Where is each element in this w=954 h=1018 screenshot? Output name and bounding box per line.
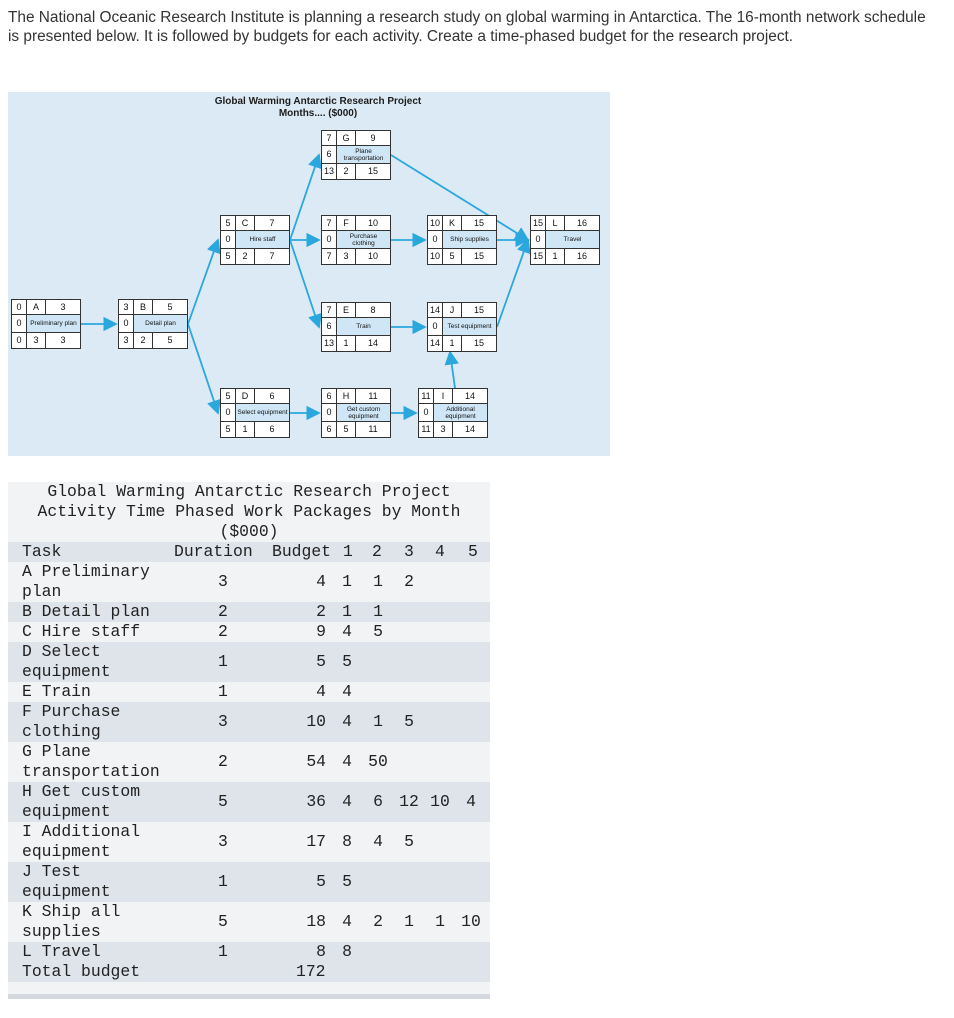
- node-d-ls: 5: [220, 421, 236, 438]
- node-l-ef: 16: [564, 215, 600, 231]
- node-d-ef: 6: [254, 388, 290, 404]
- task-name: A Preliminary: [22, 562, 150, 581]
- header-month-5: 5: [468, 542, 478, 561]
- network-edges: [8, 92, 610, 456]
- header-budget: Budget: [272, 542, 332, 561]
- table-row: [8, 622, 490, 642]
- month-1-value: 5: [342, 872, 352, 891]
- month-2-value: 5: [373, 622, 383, 641]
- node-g-lf: 15: [355, 163, 391, 180]
- node-b-ef: 5: [152, 299, 188, 315]
- node-a-es: 0: [11, 299, 27, 315]
- task-budget: 8: [316, 942, 326, 961]
- task-budget: 5: [316, 872, 326, 891]
- table-row: [8, 682, 490, 702]
- node-g-ef: 9: [355, 130, 391, 146]
- node-c: [220, 215, 290, 265]
- task-name: supplies: [22, 922, 101, 941]
- node-k-lf: 15: [461, 248, 497, 265]
- node-i-ef: 14: [452, 388, 488, 404]
- task-duration: 5: [218, 912, 228, 931]
- task-duration: 1: [218, 682, 228, 701]
- node-l-dur: 1: [545, 248, 565, 265]
- month-2-value: 1: [373, 572, 383, 591]
- task-name: transportation: [22, 762, 160, 781]
- task-name: plan: [22, 582, 62, 601]
- node-d-lf: 6: [254, 421, 290, 438]
- edge-c-e: [290, 240, 319, 327]
- month-1-value: 4: [342, 712, 352, 731]
- node-c-ls: 5: [220, 248, 236, 265]
- task-budget: 17: [306, 832, 326, 851]
- node-b-es: 3: [118, 299, 134, 315]
- node-h: [321, 388, 391, 438]
- node-f-es: 7: [321, 215, 337, 231]
- node-i-ls: 11: [418, 421, 434, 438]
- task-duration: 3: [218, 832, 228, 851]
- header-month-2: 2: [372, 542, 382, 561]
- node-b-slack: 0: [118, 314, 134, 333]
- node-e-dur: 1: [336, 335, 356, 352]
- node-f-id: F: [336, 215, 356, 231]
- month-2-value: 6: [373, 792, 383, 811]
- node-h-ls: 6: [321, 421, 337, 438]
- task-name: D Select: [22, 642, 101, 661]
- task-duration: 3: [218, 712, 228, 731]
- task-name: equipment: [22, 802, 111, 821]
- month-2-value: 4: [373, 832, 383, 851]
- node-d-slack: 0: [220, 403, 236, 422]
- node-l-lf: 16: [564, 248, 600, 265]
- edge-c-g: [290, 155, 319, 240]
- month-5-value: 4: [466, 792, 476, 811]
- task-name: equipment: [22, 842, 111, 861]
- table-row: [8, 702, 490, 742]
- node-h-id: H: [336, 388, 356, 404]
- node-e-name: Train: [336, 317, 391, 336]
- table-header: [8, 542, 490, 562]
- header-month-4: 4: [435, 542, 445, 561]
- node-k-dur: 5: [442, 248, 462, 265]
- task-name: K Ship all: [22, 902, 121, 921]
- table-unit: ($000): [219, 522, 279, 541]
- node-f-ef: 10: [355, 215, 391, 231]
- node-j-ef: 15: [461, 302, 497, 318]
- total-row: [8, 962, 490, 982]
- node-f-lf: 10: [355, 248, 391, 265]
- node-k-id: K: [442, 215, 462, 231]
- month-1-value: 8: [342, 832, 352, 851]
- node-i-lf: 14: [452, 421, 488, 438]
- node-j-name: Test equipment: [442, 317, 497, 336]
- month-2-value: 1: [373, 602, 383, 621]
- node-l: [530, 215, 600, 265]
- month-5-value: 10: [461, 912, 481, 931]
- table-row: [8, 642, 490, 682]
- node-c-slack: 0: [220, 230, 236, 249]
- month-4-value: 10: [430, 792, 450, 811]
- node-i-id: I: [433, 388, 453, 404]
- node-a: [11, 299, 81, 349]
- node-g-dur: 2: [336, 163, 356, 180]
- task-name: equipment: [22, 882, 111, 901]
- month-2-value: 50: [368, 752, 388, 771]
- task-name: clothing: [22, 722, 101, 741]
- node-g-name: Plane transportation: [336, 145, 391, 164]
- node-d-es: 5: [220, 388, 236, 404]
- month-3-value: 12: [399, 792, 419, 811]
- header-month-3: 3: [404, 542, 414, 561]
- month-1-value: 1: [342, 602, 352, 621]
- table-row: [8, 742, 490, 782]
- task-duration: 1: [218, 942, 228, 961]
- node-g: [321, 130, 391, 180]
- table-row: [8, 942, 490, 962]
- node-d-dur: 1: [235, 421, 255, 438]
- month-1-value: 4: [342, 682, 352, 701]
- node-l-id: L: [545, 215, 565, 231]
- node-g-id: G: [336, 130, 356, 146]
- node-k-name: Ship supplies: [442, 230, 497, 249]
- month-3-value: 5: [404, 712, 414, 731]
- node-e-lf: 14: [355, 335, 391, 352]
- task-duration: 3: [218, 572, 228, 591]
- node-a-id: A: [26, 299, 46, 315]
- node-k-ef: 15: [461, 215, 497, 231]
- edge-j-l: [497, 240, 528, 327]
- node-k-slack: 0: [427, 230, 443, 249]
- task-budget: 4: [316, 572, 326, 591]
- node-j-slack: 0: [427, 317, 443, 336]
- node-f-dur: 3: [336, 248, 356, 265]
- task-duration: 2: [218, 622, 228, 641]
- diagram-subtitle: Months.... ($000): [278, 108, 358, 119]
- task-name: C Hire staff: [22, 622, 141, 641]
- node-c-lf: 7: [254, 248, 290, 265]
- month-1-value: 1: [342, 572, 352, 591]
- month-1-value: 4: [342, 752, 352, 771]
- node-c-name: Hire staff: [235, 230, 290, 249]
- node-l-ls: 15: [530, 248, 546, 265]
- task-name: L Travel: [22, 942, 101, 961]
- month-4-value: 1: [435, 912, 445, 931]
- month-1-value: 4: [342, 792, 352, 811]
- network-diagram: [8, 92, 610, 456]
- table-row: [8, 782, 490, 822]
- node-j-es: 14: [427, 302, 443, 318]
- node-g-es: 7: [321, 130, 337, 146]
- total-label: Total budget: [22, 962, 141, 981]
- node-j-ls: 14: [427, 335, 443, 352]
- node-f-ls: 7: [321, 248, 337, 265]
- node-d-id: D: [235, 388, 255, 404]
- node-i-name: Additional equipment: [433, 403, 488, 422]
- month-1-value: 5: [342, 652, 352, 671]
- node-e: [321, 302, 391, 352]
- node-f: [321, 215, 391, 265]
- node-i-es: 11: [418, 388, 434, 404]
- node-a-slack: 0: [11, 314, 27, 333]
- edge-i-j: [450, 352, 455, 388]
- header-task: Task: [22, 542, 62, 561]
- task-duration: 5: [218, 792, 228, 811]
- month-3-value: 1: [404, 912, 414, 931]
- month-1-value: 8: [342, 942, 352, 961]
- task-budget: 10: [306, 712, 326, 731]
- node-b-id: B: [133, 299, 153, 315]
- node-b-name: Detail plan: [133, 314, 188, 333]
- node-c-ef: 7: [254, 215, 290, 231]
- node-e-ef: 8: [355, 302, 391, 318]
- node-c-id: C: [235, 215, 255, 231]
- header-month-1: 1: [343, 542, 353, 561]
- task-name: equipment: [22, 662, 111, 681]
- node-j-lf: 15: [461, 335, 497, 352]
- task-duration: 2: [218, 752, 228, 771]
- edge-b-c: [188, 240, 218, 324]
- node-k-es: 10: [427, 215, 443, 231]
- node-i-slack: 0: [418, 403, 434, 422]
- node-j-id: J: [442, 302, 462, 318]
- task-duration: 1: [218, 652, 228, 671]
- node-l-slack: 0: [530, 230, 546, 249]
- month-1-value: 4: [342, 912, 352, 931]
- table-subtitle: Activity Time Phased Work Packages by Month: [37, 502, 461, 521]
- node-f-name: Purchase clothing: [336, 230, 391, 249]
- node-a-name: Preliminary plan: [26, 314, 81, 333]
- task-name: H Get custom: [22, 782, 141, 801]
- node-j-dur: 1: [442, 335, 462, 352]
- node-a-ls: 0: [11, 332, 27, 349]
- node-b: [118, 299, 188, 349]
- month-2-value: 1: [373, 712, 383, 731]
- month-1-value: 4: [342, 622, 352, 641]
- node-a-lf: 3: [45, 332, 81, 349]
- node-g-slack: 6: [321, 145, 337, 164]
- node-d: [220, 388, 290, 438]
- table-row: [8, 602, 490, 622]
- node-b-ls: 3: [118, 332, 134, 349]
- node-d-name: Select equipment: [235, 403, 290, 422]
- node-h-slack: 0: [321, 403, 337, 422]
- task-budget: 5: [316, 652, 326, 671]
- node-c-dur: 2: [235, 248, 255, 265]
- task-budget: 54: [306, 752, 326, 771]
- task-duration: 1: [218, 872, 228, 891]
- node-f-slack: 0: [321, 230, 337, 249]
- month-2-value: 2: [373, 912, 383, 931]
- task-name: I Additional: [22, 822, 141, 841]
- total-value: 172: [296, 962, 326, 981]
- node-c-es: 5: [220, 215, 236, 231]
- node-h-dur: 5: [336, 421, 356, 438]
- node-a-dur: 3: [26, 332, 46, 349]
- node-b-lf: 5: [152, 332, 188, 349]
- node-g-ls: 13: [321, 163, 337, 180]
- problem-statement: The National Oceanic Research Institute is planning a research study on global warming in Antarctica. The 16-month network schedule is presented below. It is followed by budgets for each activity. Create a time-phased budget for the research project.: [8, 9, 926, 45]
- node-l-es: 15: [530, 215, 546, 231]
- task-budget: 9: [316, 622, 326, 641]
- task-name: G Plane: [22, 742, 91, 761]
- budget-table: [8, 482, 490, 999]
- table-row: [8, 822, 490, 862]
- task-budget: 18: [306, 912, 326, 931]
- table-row: [8, 562, 490, 602]
- node-j: [427, 302, 497, 352]
- header-duration: Duration: [174, 542, 253, 561]
- table-row: [8, 902, 490, 942]
- month-3-value: 2: [404, 572, 414, 591]
- node-k-ls: 10: [427, 248, 443, 265]
- node-h-ef: 11: [355, 388, 391, 404]
- month-3-value: 5: [404, 832, 414, 851]
- node-h-lf: 11: [355, 421, 391, 438]
- node-e-id: E: [336, 302, 356, 318]
- task-name: B Detail plan: [22, 602, 150, 621]
- node-i-dur: 3: [433, 421, 453, 438]
- task-duration: 2: [218, 602, 228, 621]
- task-budget: 4: [316, 682, 326, 701]
- node-e-slack: 6: [321, 317, 337, 336]
- task-budget: 2: [316, 602, 326, 621]
- node-h-name: Get custom equipment: [336, 403, 391, 422]
- task-name: F Purchase: [22, 702, 121, 721]
- node-h-es: 6: [321, 388, 337, 404]
- node-e-ls: 13: [321, 335, 337, 352]
- node-k: [427, 215, 497, 265]
- table-title: Global Warming Antarctic Research Project: [47, 482, 451, 501]
- node-e-es: 7: [321, 302, 337, 318]
- task-name: J Test: [22, 862, 82, 881]
- diagram-title: Global Warming Antarctic Research Project: [214, 96, 422, 107]
- node-i: [418, 388, 488, 438]
- node-b-dur: 2: [133, 332, 153, 349]
- task-budget: 36: [306, 792, 326, 811]
- node-l-name: Travel: [545, 230, 600, 249]
- edge-b-d: [188, 324, 218, 413]
- node-a-ef: 3: [45, 299, 81, 315]
- table-row: [8, 862, 490, 902]
- task-name: E Train: [22, 682, 91, 701]
